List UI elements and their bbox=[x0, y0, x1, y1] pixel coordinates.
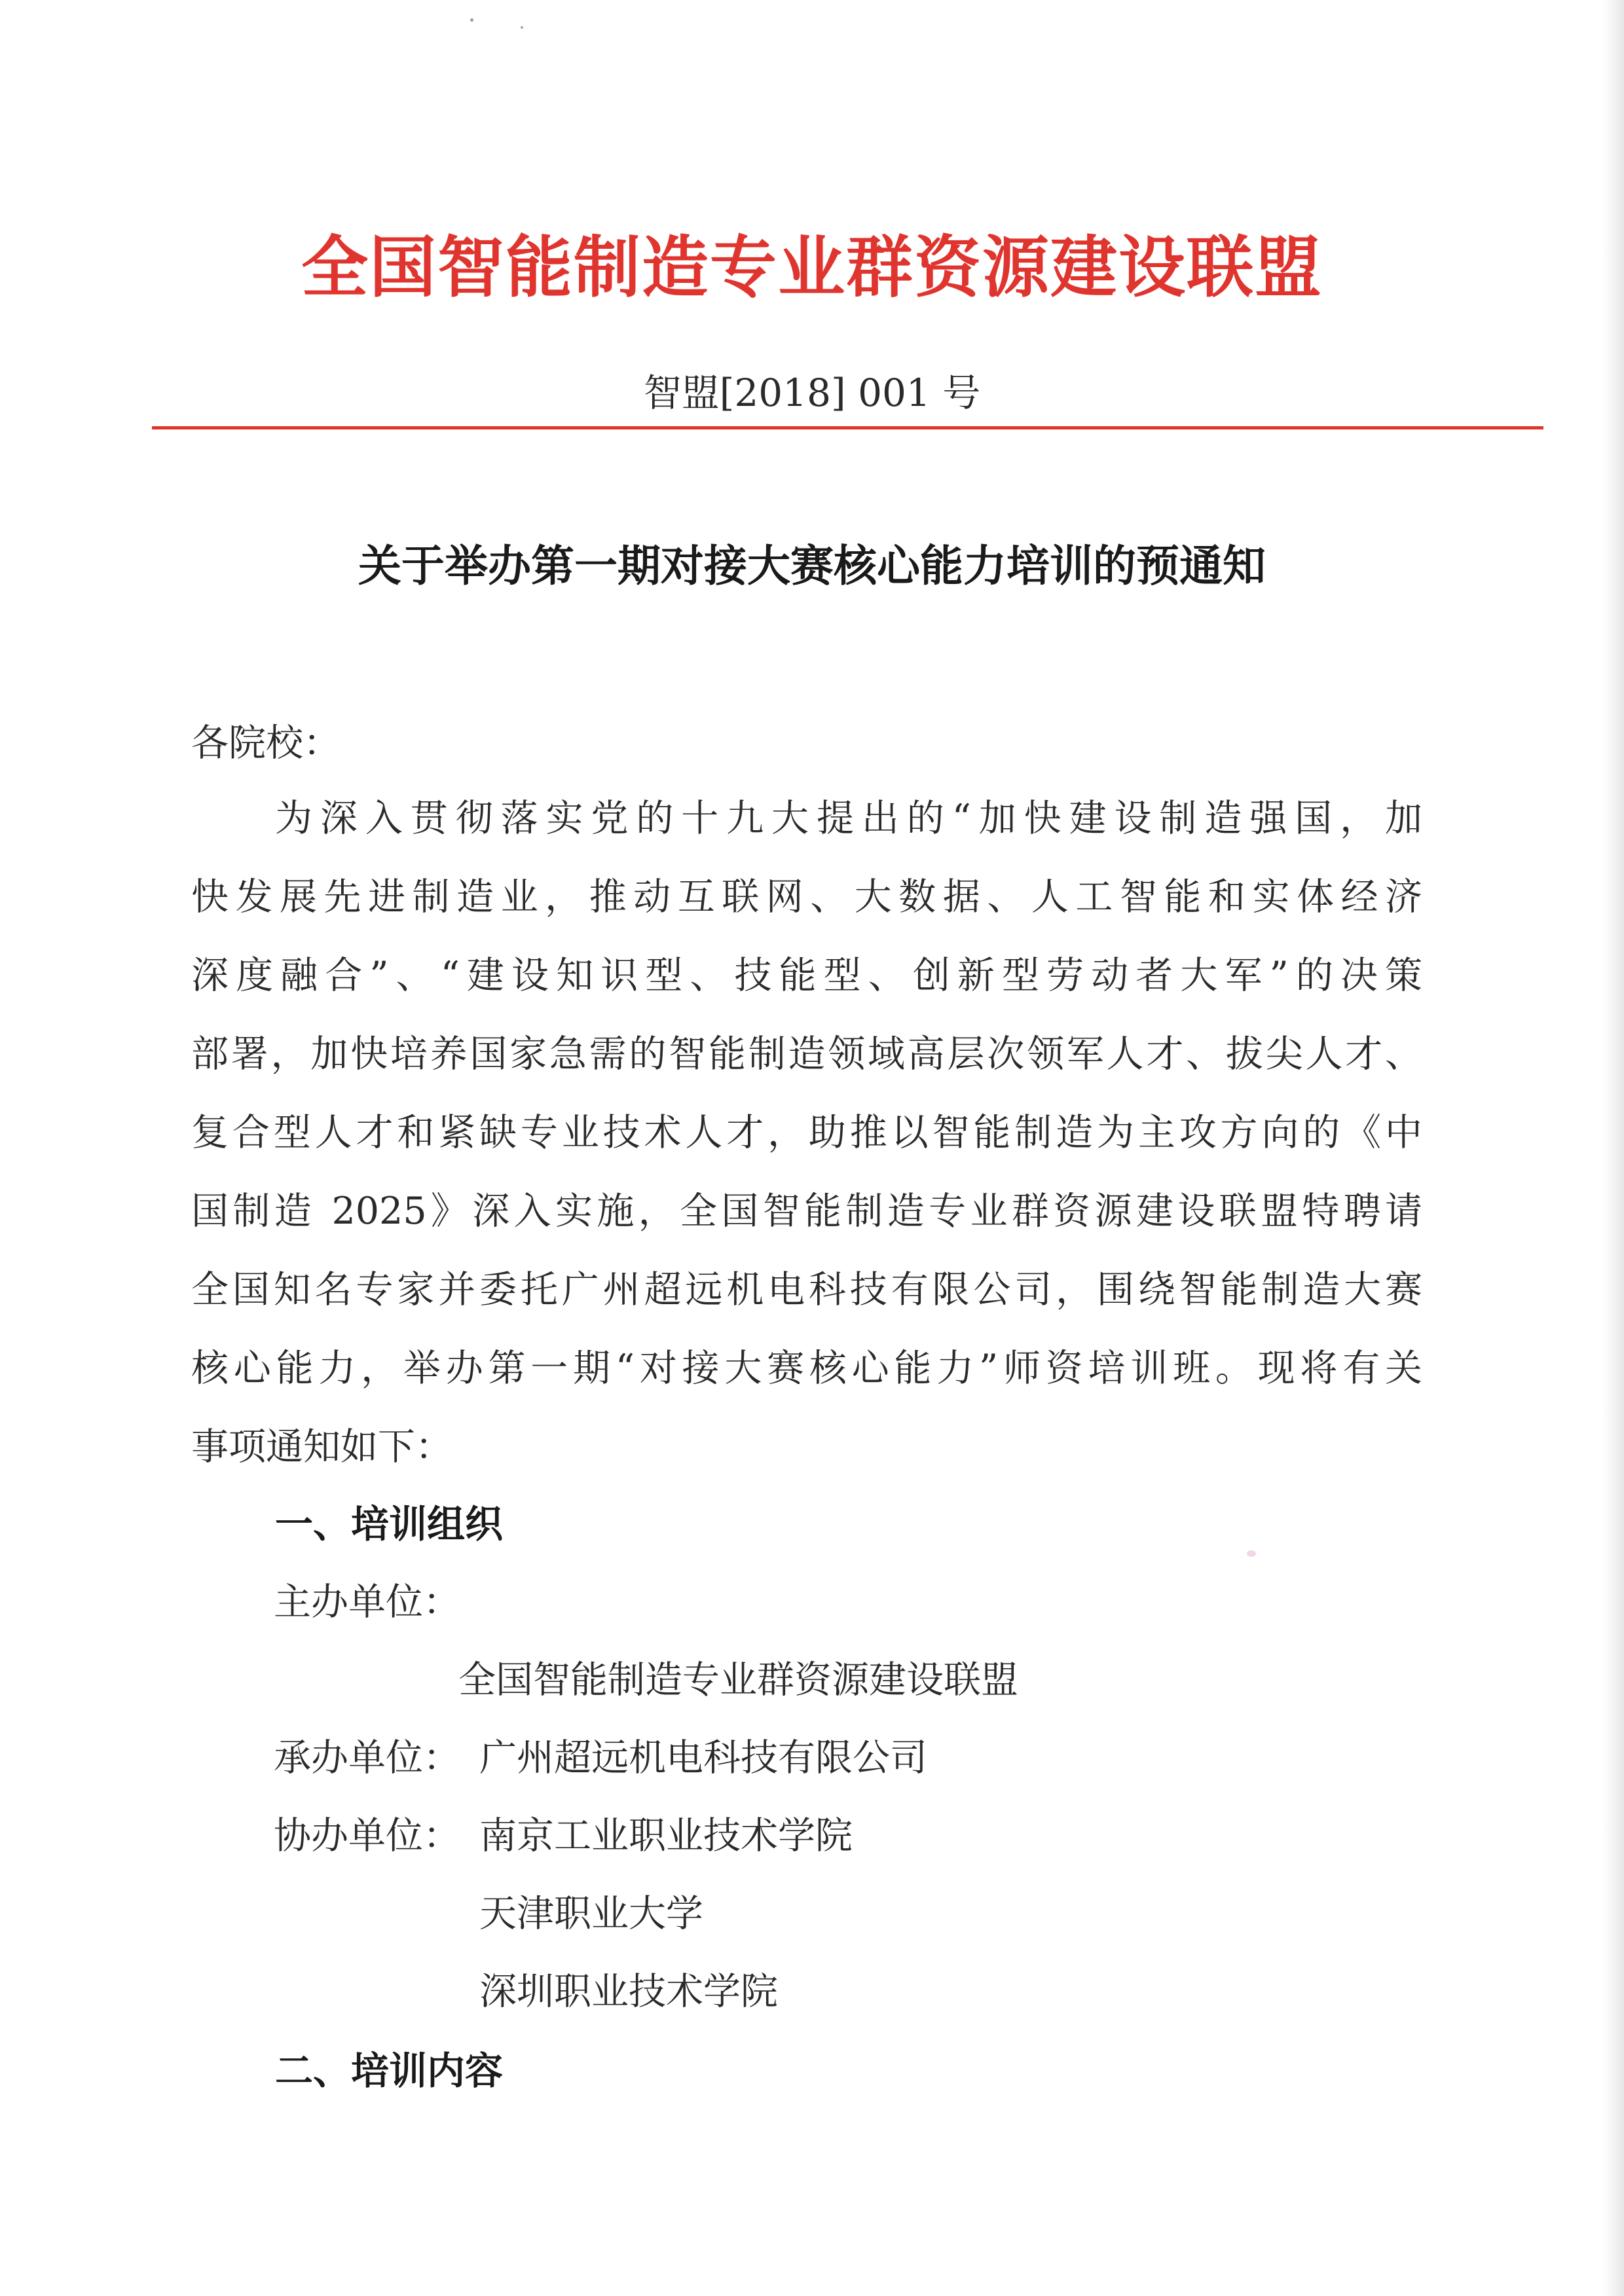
body-line: 核心能力，举办第一期“对接大赛核心能力”师资培训班。现将有关 bbox=[191, 1347, 1422, 1390]
body-line: 复合型人才和紧缺专业技术人才，助推以智能制造为主攻方向的《中 bbox=[191, 1111, 1422, 1154]
body-line: 国制造 2025》深入实施，全国智能制造专业群资源建设联盟特聘请 bbox=[191, 1190, 1422, 1233]
header-divider bbox=[152, 426, 1543, 429]
scan-speck bbox=[1247, 1550, 1256, 1557]
body-line: 全国知名专家并委托广州超远机电科技有限公司，围绕智能制造大赛 bbox=[191, 1268, 1422, 1311]
body-line: 为深入贯彻落实党的十九大提出的“加快建设制造强国，加 bbox=[275, 797, 1422, 840]
organizer-value: 广州超远机电科技有限公司 bbox=[479, 1736, 927, 1779]
document-number: 智盟[2018] 001 号 bbox=[643, 371, 981, 415]
salutation: 各院校： bbox=[191, 721, 341, 765]
body-line: 部署，加快培养国家急需的智能制造领域高层次领军人才、拔尖人才、 bbox=[191, 1032, 1422, 1076]
co-organizer-item: 深圳职业技术学院 bbox=[479, 1970, 778, 2013]
co-organizer-item: 天津职业大学 bbox=[479, 1892, 703, 1935]
scan-edge-shadow bbox=[1602, 0, 1624, 2296]
body-line: 事项通知如下： bbox=[191, 1425, 452, 1468]
body-line: 快发展先进制造业，推动互联网、大数据、人工智能和实体经济 bbox=[191, 875, 1422, 919]
section-heading: 一、培训组织 bbox=[275, 1502, 504, 1546]
notice-title: 关于举办第一期对接大赛核心能力培训的预通知 bbox=[358, 541, 1266, 591]
body-line: 深度融合”、“建设知识型、技能型、创新型劳动者大军”的决策 bbox=[191, 954, 1422, 997]
section-heading: 二、培训内容 bbox=[275, 2049, 504, 2093]
co-organizer-label: 协办单位： bbox=[274, 1814, 460, 1857]
host-value: 全国智能制造专业群资源建设联盟 bbox=[458, 1658, 1018, 1702]
scan-speck bbox=[521, 26, 523, 29]
org-header: 全国智能制造专业群资源建设联盟 bbox=[301, 229, 1323, 307]
organizer-label: 承办单位： bbox=[274, 1736, 460, 1779]
co-organizer-item: 南京工业职业技术学院 bbox=[479, 1814, 853, 1857]
scan-speck bbox=[470, 18, 473, 22]
host-label: 主办单位： bbox=[274, 1580, 460, 1624]
